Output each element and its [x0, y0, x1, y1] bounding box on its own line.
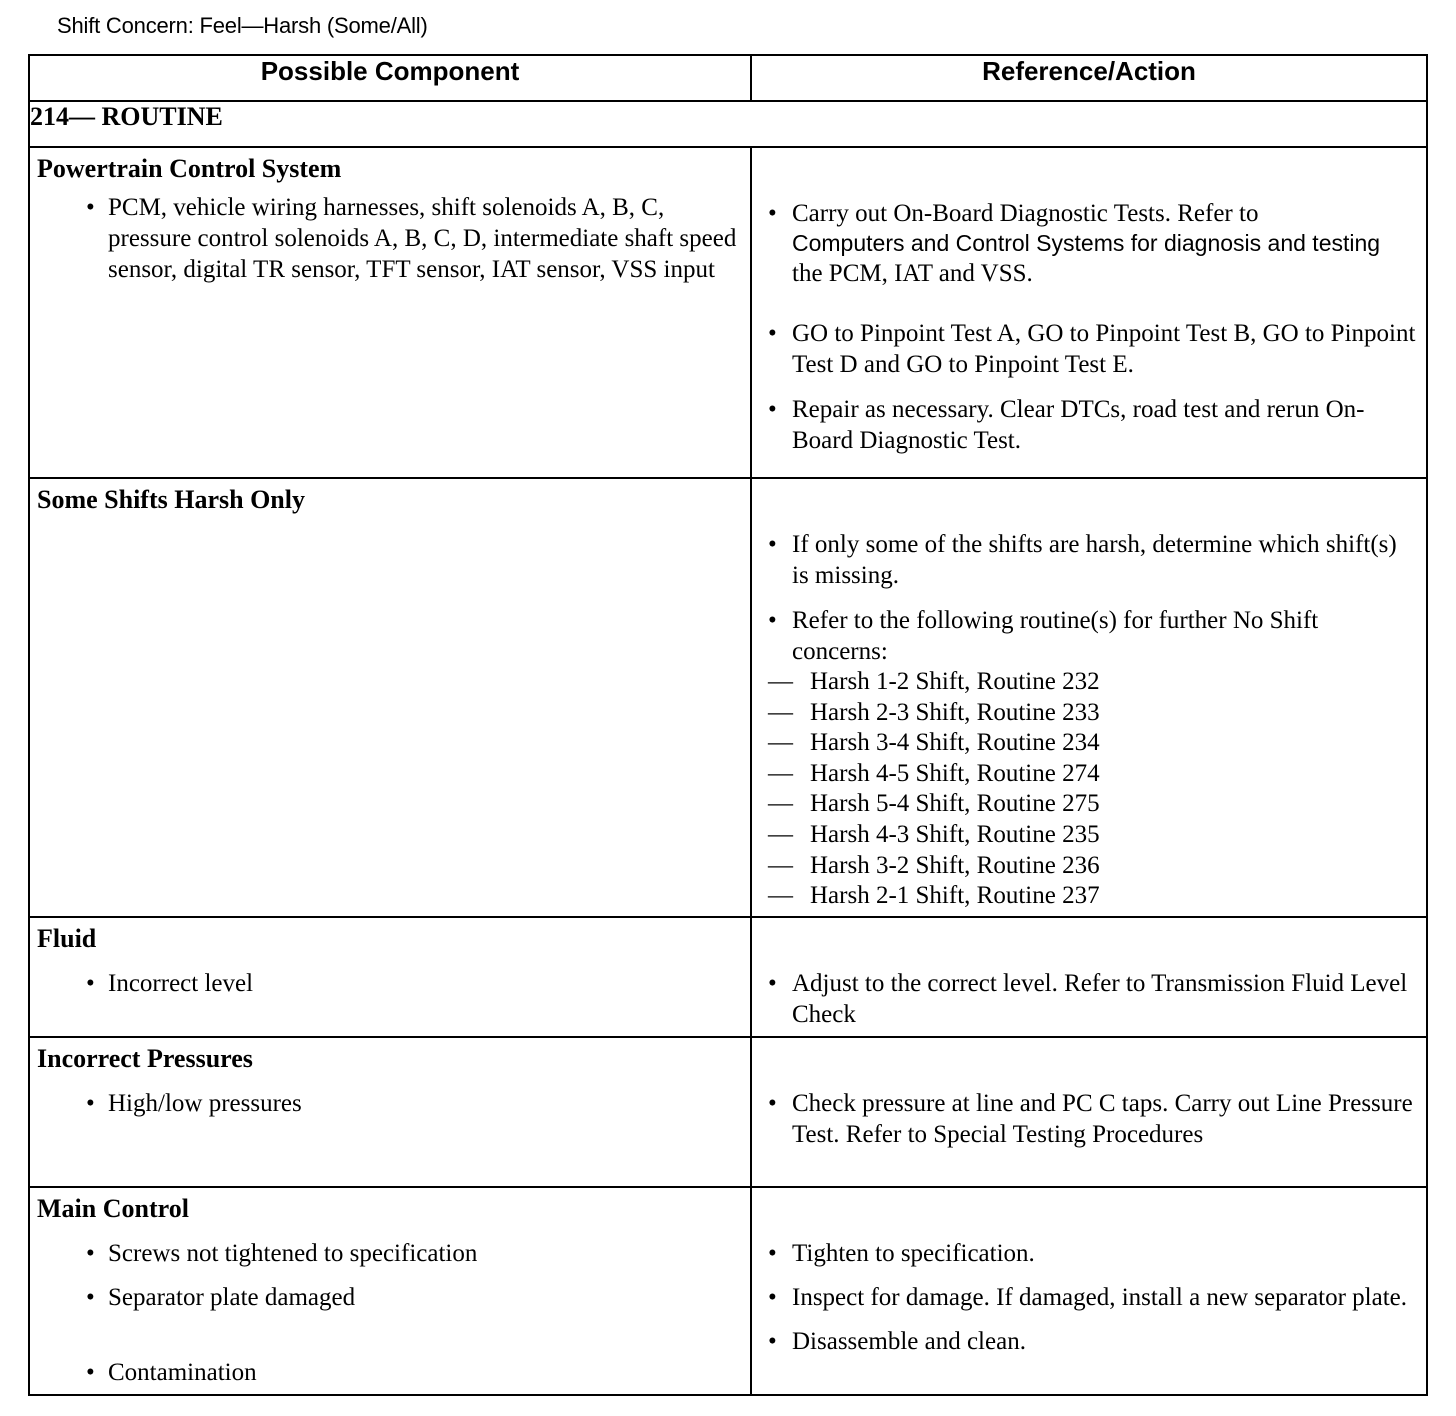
component-text: PCM, vehicle wiring harnesses, shift solenoids A, B, C, pressure control solenoids A, B, C, D, intermediate shaft speed sensor, digital TR sensor, TFT sensor, IAT sensor, VSS input	[108, 194, 737, 283]
section-title: Fluid	[37, 924, 97, 953]
routine-link-text: Harsh 3-4 Shift, Routine 234	[810, 729, 1100, 757]
component-text: High/low pressures	[108, 1090, 302, 1117]
routine-link-text: Harsh 5-4 Shift, Routine 275	[810, 790, 1100, 818]
section-row-pressures	[29, 1037, 1427, 1187]
dash-icon: —	[768, 851, 793, 879]
action-item	[752, 605, 1426, 667]
list-item	[752, 789, 1426, 820]
routine-link-text: Harsh 2-3 Shift, Routine 233	[810, 698, 1100, 726]
component-text: Incorrect level	[108, 970, 254, 997]
action-text: Inspect for damage. If damaged, install a new separator plate.	[792, 1284, 1408, 1311]
dash-icon: —	[768, 698, 793, 726]
dash-icon: —	[768, 882, 793, 910]
section-title: Powertrain Control System	[37, 154, 342, 183]
diagnosis-table	[28, 54, 1428, 1396]
bullet-icon: •	[768, 396, 777, 423]
action-text-line-1: Carry out On-Board Diagnostic Tests. Refer to	[792, 200, 1259, 227]
component-text: Screws not tightened to specification	[108, 1240, 478, 1267]
component-text: Separator plate damaged	[108, 1284, 356, 1311]
action-item	[752, 968, 1426, 1030]
header-possible-component: Possible Component	[29, 55, 751, 101]
document-caption: Shift Concern: Feel—Harsh (Some/All)	[57, 13, 428, 38]
action-text: Disassemble and clean.	[792, 1328, 1026, 1355]
routine-link-text: Harsh 4-3 Shift, Routine 235	[810, 820, 1100, 848]
section-row-fluid	[29, 917, 1427, 1037]
list-item	[752, 698, 1426, 729]
list-item	[752, 759, 1426, 790]
action-item	[752, 1282, 1426, 1313]
routine-link-text: Harsh 1-2 Shift, Routine 232	[810, 668, 1100, 695]
action-cell	[751, 147, 1427, 478]
bullet-icon: •	[768, 970, 777, 997]
routine-row	[29, 101, 1427, 147]
header-row	[29, 55, 1427, 101]
action-item	[752, 318, 1426, 380]
section-row-main-control	[29, 1187, 1427, 1395]
bullet-icon: •	[768, 1090, 777, 1117]
section-title: Main Control	[37, 1194, 189, 1223]
header-reference-action: Reference/Action	[751, 55, 1427, 101]
action-text: Adjust to the correct level. Refer to Transmission Fluid Level Check	[792, 970, 1408, 1028]
action-text: Check pressure at line and PC C taps. Carry out Line Pressure Test. Refer to Special Testing Procedures	[792, 1090, 1413, 1148]
bullet-icon: •	[768, 1328, 777, 1355]
component-text: Contamination	[108, 1359, 257, 1386]
action-text: If only some of the shifts are harsh, determine which shift(s) is missing.	[792, 531, 1397, 589]
dash-icon: —	[768, 790, 793, 818]
action-text-line-3: the PCM, IAT and VSS.	[792, 260, 1033, 287]
bullet-icon: •	[768, 531, 777, 558]
list-item	[752, 728, 1426, 759]
action-item	[752, 529, 1426, 591]
dash-icon: —	[768, 668, 793, 695]
dash-icon: —	[768, 820, 793, 848]
bullet-icon: •	[768, 200, 777, 227]
bullet-icon: •	[86, 1090, 95, 1117]
bullet-icon: •	[86, 1240, 95, 1267]
component-cell	[29, 917, 751, 1037]
routine-link-text: Harsh 3-2 Shift, Routine 236	[810, 851, 1100, 879]
bullet-icon: •	[768, 1284, 777, 1311]
bullet-icon: •	[86, 1359, 95, 1386]
dash-icon: —	[768, 759, 793, 787]
component-item	[30, 192, 750, 285]
list-item	[752, 820, 1426, 851]
component-cell	[29, 1037, 751, 1187]
bullet-icon: •	[768, 607, 777, 634]
action-item	[752, 1326, 1426, 1357]
routine-link-text: Harsh 2-1 Shift, Routine 237	[810, 882, 1100, 910]
action-item	[752, 1238, 1426, 1269]
routine-number: 214— ROUTINE	[29, 101, 1427, 147]
component-cell	[29, 1187, 751, 1395]
action-cell	[751, 917, 1427, 1037]
list-item	[752, 667, 1426, 698]
action-item	[752, 198, 1426, 302]
action-item	[752, 394, 1426, 456]
action-text: Tighten to specification.	[792, 1240, 1035, 1267]
list-item	[752, 881, 1426, 912]
section-title: Incorrect Pressures	[37, 1044, 253, 1073]
action-text-line-2: Computers and Control Systems for diagnosis and testing	[792, 230, 1381, 256]
component-item	[30, 1357, 750, 1388]
bullet-icon: •	[86, 970, 95, 997]
action-text: GO to Pinpoint Test A, GO to Pinpoint Test B, GO to Pinpoint Test D and GO to Pinpoint Test E.	[792, 320, 1416, 378]
list-item	[752, 851, 1426, 882]
component-item	[30, 1238, 750, 1269]
section-row-powertrain	[29, 147, 1427, 478]
component-cell	[29, 147, 751, 478]
section-row-some-shifts	[29, 478, 1427, 917]
component-item	[30, 968, 750, 999]
action-cell	[751, 478, 1427, 917]
bullet-icon: •	[86, 194, 95, 221]
action-text: Refer to the following routine(s) for further No Shift concerns:	[792, 607, 1319, 665]
action-cell	[751, 1187, 1427, 1395]
action-cell	[751, 1037, 1427, 1187]
action-text: Repair as necessary. Clear DTCs, road test and rerun On-Board Diagnostic Test.	[792, 396, 1365, 454]
component-item	[30, 1088, 750, 1119]
component-item	[30, 1282, 750, 1313]
bullet-icon: •	[86, 1284, 95, 1311]
routine-link-text: Harsh 4-5 Shift, Routine 274	[810, 759, 1100, 787]
dash-icon: —	[768, 729, 793, 757]
component-cell	[29, 478, 751, 917]
bullet-icon: •	[768, 1240, 777, 1267]
routine-list	[752, 667, 1426, 912]
bullet-icon: •	[768, 320, 777, 347]
action-item	[752, 1088, 1426, 1150]
section-title: Some Shifts Harsh Only	[37, 485, 305, 514]
